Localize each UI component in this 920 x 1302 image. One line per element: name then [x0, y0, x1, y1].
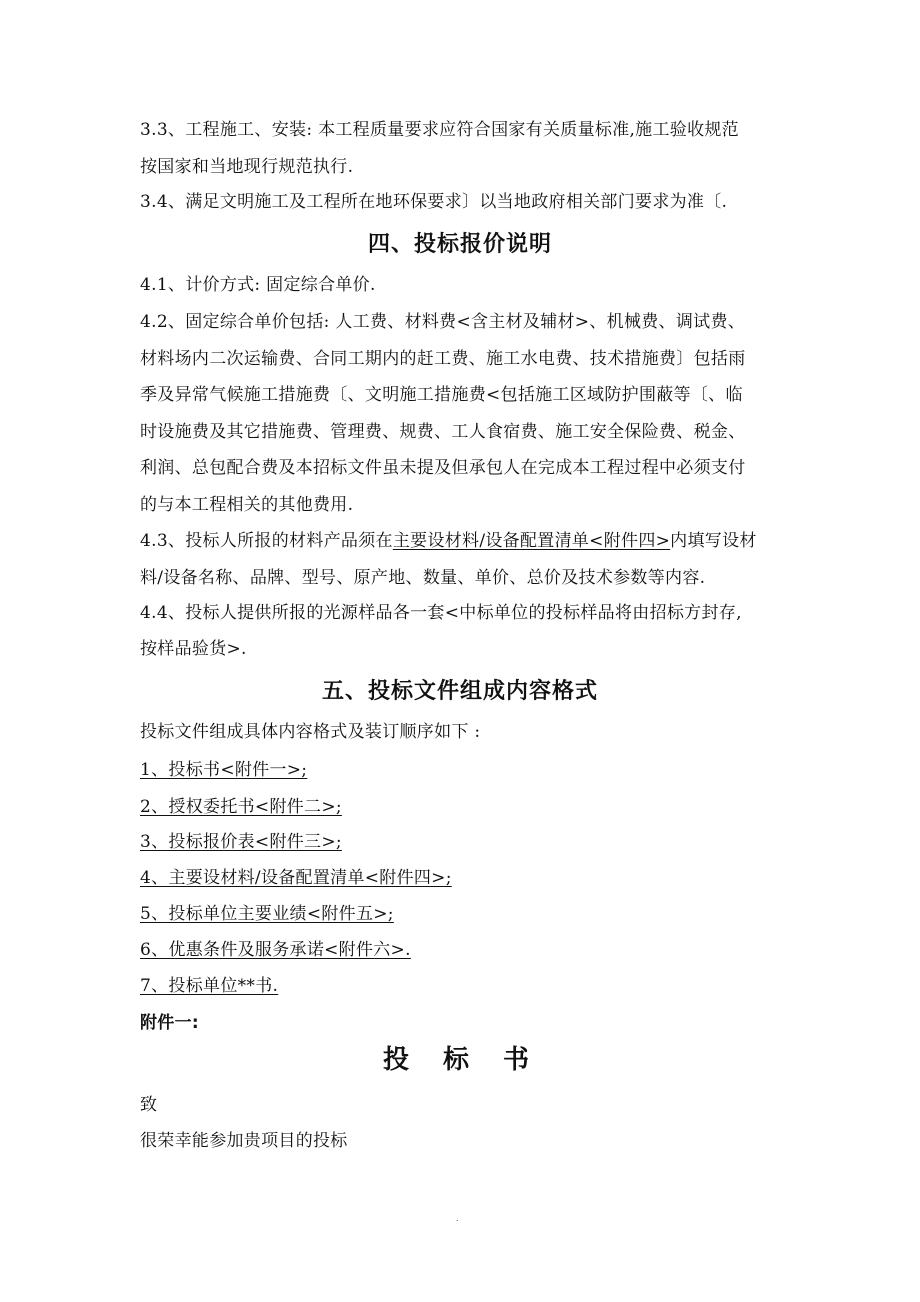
- paragraph-4-2-line-6: 的与本工程相关的其他费用.: [140, 495, 354, 515]
- appendix-4-reference: 主要设材料/设备配置清单<附件四>: [392, 531, 671, 551]
- paragraph-3-3-line-2: 按国家和当地现行规范执行.: [140, 157, 354, 177]
- list-item-5: 5、投标单位主要业绩<附件五>;: [140, 904, 394, 924]
- paragraph-4-2-line-5: 利润、总包配合费及本招标文件虽未提及但承包人在完成本工程过程中必须支付: [140, 458, 746, 478]
- paragraph-3-4: 3.4、满足文明施工及工程所在地环保要求〕以当地政府相关部门要求为准〔.: [140, 192, 728, 212]
- paragraph-4-2-line-3: 季及异常气候施工措施费〔、文明施工措施费<包括施工区域防护围蔽等〔、临: [140, 385, 743, 405]
- appendix-1-label: 附件一:: [140, 1013, 199, 1033]
- section-5-heading: 五、投标文件组成内容格式: [321, 679, 598, 704]
- section-4-heading: 四、投标报价说明: [367, 232, 552, 257]
- paragraph-4-3-prefix: 4.3、投标人所报的材料产品须在: [140, 531, 393, 551]
- paragraph-4-2-line-4: 时设施费及其它措施费、管理费、规费、工人食宿费、施工安全保险费、税金、: [140, 422, 746, 442]
- paragraph-4-3-line-1: [140, 529, 790, 553]
- list-item-2: 2、授权委托书<附件二>;: [140, 797, 342, 817]
- page-marker-dot: .: [456, 1214, 459, 1223]
- paragraph-4-2-line-1: 4.2、固定综合单价包括: 人工费、材料费<含主材及辅材>、机械费、调试费、: [140, 312, 746, 332]
- bid-letter-title: 投标书: [382, 1045, 563, 1075]
- opening-sentence: 很荣幸能参加贵项目的投标: [140, 1131, 348, 1151]
- list-item-1: 1、投标书<附件一>;: [140, 760, 308, 780]
- list-item-6: 6、优惠条件及服务承诺<附件六>.: [140, 940, 411, 960]
- salutation-to: 致: [140, 1095, 158, 1115]
- list-item-3: 3、投标报价表<附件三>;: [140, 832, 342, 852]
- paragraph-4-3-suffix: 内填写设材: [670, 531, 757, 551]
- paragraph-4-3-line-2: 料/设备名称、品牌、型号、原产地、数量、单价、总价及技术参数等内容.: [140, 568, 706, 588]
- paragraph-4-4-line-1: 4.4、投标人提供所报的光源样品各一套<中标单位的投标样品将由招标方封存,: [140, 603, 742, 623]
- paragraph-3-3-line-1: 3.3、工程施工、安装: 本工程质量要求应符合国家有关质量标准,施工验收规范: [140, 120, 739, 140]
- section-5-intro: 投标文件组成具体内容格式及装订顺序如下 :: [140, 722, 481, 742]
- paragraph-4-1: 4.1、计价方式: 固定综合单价.: [140, 275, 376, 295]
- paragraph-4-2-line-2: 材料场内二次运输费、合同工期内的赶工费、施工水电费、技术措施费〕包括雨: [140, 349, 746, 369]
- list-item-4: 4、主要设材料/设备配置清单<附件四>;: [140, 868, 452, 888]
- paragraph-4-4-line-2: 按样品验货>.: [140, 639, 247, 659]
- list-item-7: 7、投标单位**书.: [140, 976, 279, 996]
